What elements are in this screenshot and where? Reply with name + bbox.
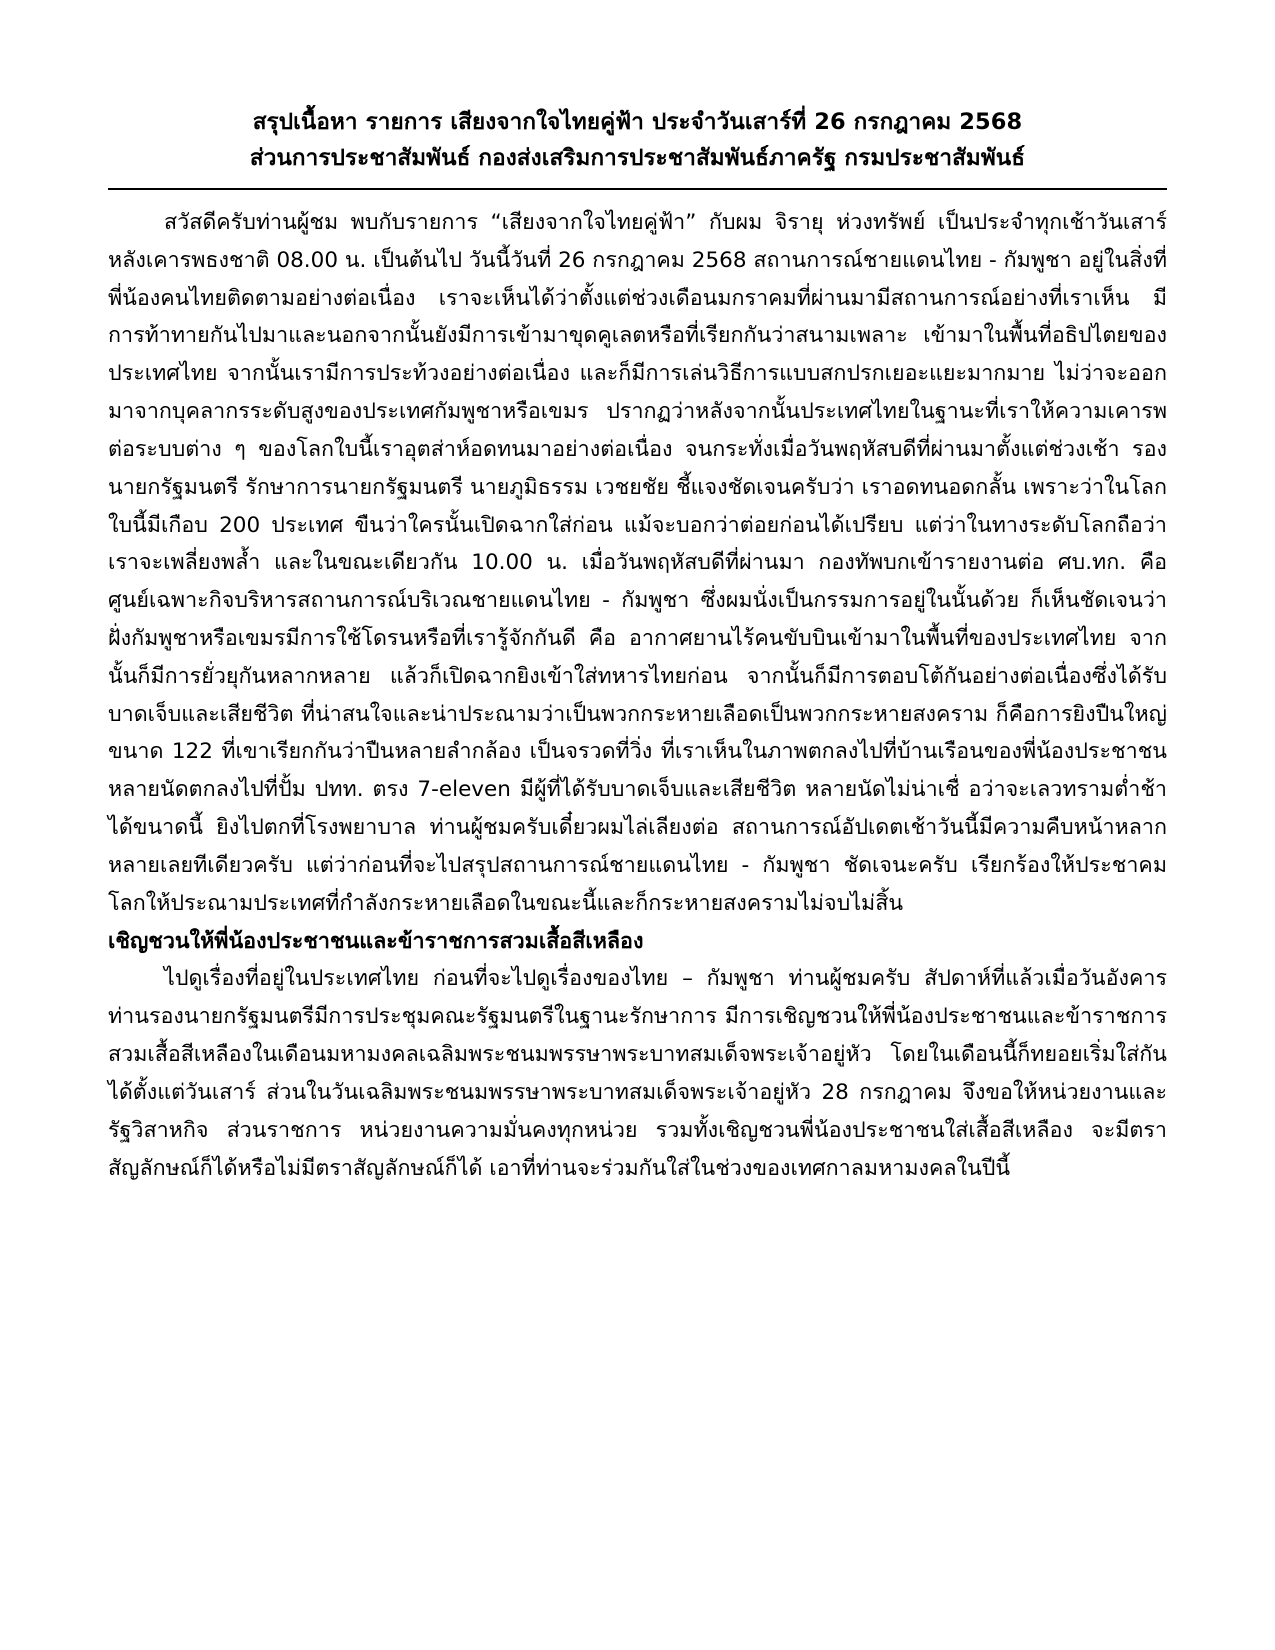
section-heading-yellow-shirt: เชิญชวนให้พี่น้องประชาชนและข้าราชการสวมเสื้อสีเหลือง: [108, 928, 644, 954]
paragraph-yellow-shirt: ไปดูเรื่องที่อยู่ในประเทศไทย ก่อนที่จะไปดูเรื่องของไทย – กัมพูชา ท่านผู้ชมครับ สัปดาห์ที่แล้วเมื่อวันอังคาร ท่านรองนายกรัฐมนตรีมีการประชุมคณะรัฐมนตรีในฐานะรักษาการ มีการเชิญชวนให้พี่น้องประชาชนและข้าราชการสวมเสื้อสีเหลืองในเดือนมหามงคลเฉลิมพระชนมพรรษาพระบาทสมเด็จพระเจ้าอยู่หัว โดยในเดือนนี้ก็ทยอยเริ่มใส่กันได้ตั้งแต่วันเสาร์ ส่วนในวันเฉลิมพระชนมพรรษาพระบาทสมเด็จพระเจ้าอยู่หัว 28 กรกฎาคม จึงขอให้หน่วยงานและรัฐวิสาหกิจ ส่วนราชการ หน่วยงานความมั่นคงทุกหน่วย รวมทั้งเชิญชวนพี่น้องประชาชนใส่เสื้อสีเหลือง จะมีตราสัญลักษณ์ก็ได้หรือไม่มีตราสัญลักษณ์ก็ได้ เอาที่ท่านจะร่วมกันใส่ในช่วงของเทศกาลมหามงคลในปีนี้: [108, 966, 1167, 1181]
document-title-line-2: ส่วนการประชาสัมพันธ์ กองส่งเสริมการประชาสัมพันธ์ภาครัฐ กรมประชาสัมพันธ์: [249, 145, 1026, 172]
document-body: [108, 204, 1167, 1188]
paragraph-intro: สวัสดีครับท่านผู้ชม พบกับรายการ “เสียงจากใจไทยคู่ฟ้า” กับผม จิรายุ ห่วงทรัพย์ เป็นประจำทุกเช้าวันเสาร์ หลังเคารพธงชาติ 08.00 น. เป็นต้นไป วันนี้วันที่ 26 กรกฎาคม 2568 สถานการณ์ชายแดนไทย - กัมพูชา อยู่ในสิ่งที่พี่น้องคนไทยติดตามอย่างต่อเนื่อง เราจะเห็นได้ว่าตั้งแต่ช่วงเดือนมกราคมที่ผ่านมามีสถานการณ์อย่างที่เราเห็น มีการท้าทายกันไปมาและนอกจากนั้นยังมีการเข้ามาขุดคูเลตหรือที่เรียกกันว่าสนามเพลาะ เข้ามาในพื้นที่อธิปไตยของประเทศไทย จากนั้นเรามีการประท้วงอย่างต่อเนื่อง และก็มีการเล่นวิธีการแบบสกปรกเยอะแยะมากมาย ไม่ว่าจะออกมาจากบุคลากรระดับสูงของประเทศกัมพูชาหรือเขมร ปรากฏว่าหลังจากนั้นประเทศไทยในฐานะที่เราให้ความเคารพต่อระบบต่าง ๆ ของโลกใบนี้เราอุตส่าห์อดทนมาอย่างต่อเนื่อง จนกระทั่งเมื่อวันพฤหัสบดีที่ผ่านมาตั้งแต่ช่วงเช้า รองนายกรัฐมนตรี รักษาการนายกรัฐมนตรี นายภูมิธรรม เวชยชัย ชี้แจงชัดเจนครับว่า เราอดทนอดกลั้น เพราะว่าในโลกใบนี้มีเกือบ 200 ประเทศ ขืนว่าใครนั้นเปิดฉากใส่ก่อน แม้จะบอกว่าต่อยก่อนได้เปรียบ แต่ว่าในทางระดับโลกถือว่าเราจะเพลี่ยงพล้ำ และในขณะเดียวกัน 10.00 น. เมื่อวันพฤหัสบดีที่ผ่านมา กองทัพบกเข้ารายงานต่อ ศบ.ทก. คือ ศูนย์เฉพาะกิจบริหารสถานการณ์บริเวณชายแดนไทย - กัมพูชา ซึ่งผมนั่งเป็นกรรมการอยู่ในนั้นด้วย ก็เห็นชัดเจนว่าฝั่งกัมพูชาหรือเขมรมีการใช้โดรนหรือที่เรารู้จักกันดี คือ อากาศยานไร้คนขับบินเข้ามาในพื้นที่ของประเทศไทย จากนั้นก็มีการยั่วยุกันหลากหลาย แล้วก็เปิดฉากยิงเข้าใส่ทหารไทยก่อน จากนั้นก็มีการตอบโต้กันอย่างต่อเนื่องซึ่งได้รับบาดเจ็บและเสียชีวิต ที่น่าสนใจและน่าประณามว่าเป็นพวกกระหายเลือดเป็นพวกกระหายสงคราม ก็คือการยิงปืนใหญ่ขนาด 122 ที่เขาเรียกกันว่าปืนหลายลำกล้อง เป็นจรวดที่วิ่ง ที่เราเห็นในภาพตกลงไปที่บ้านเรือนของพี่น้องประชาชน หลายนัดตกลงไปที่ปั้ม ปทท. ตรง 7-eleven มีผู้ที่ได้รับบาดเจ็บและเสียชีวิต หลายนัดไม่น่าเชื่ อว่าจะเลวทรามต่ำช้าได้ขนาดนี้ ยิงไปตกที่โรงพยาบาล ท่านผู้ชมครับเดี๋ยวผมไล่เลียงต่อ สถานการณ์อัปเดตเช้าวันนี้มีความคืบหน้าหลากหลายเลยทีเดียวครับ แต่ว่าก่อนที่จะไปสรุปสถานการณ์ชายแดนไทย - กัมพูชา ชัดเจนะครับ เรียกร้องให้ประชาคมโลกให้ประณามประเทศที่กำลังกระหายเลือดในขณะนี้และก็กระหายสงครามไม่จบไม่สิ้น: [108, 209, 1167, 916]
document-header: [108, 104, 1167, 177]
document-title-line-1: สรุปเนื้อหา รายการ เสียงจากใจไทยคู่ฟ้า ประจำวันเสาร์ที่ 26 กรกฎาคม 2568: [252, 109, 1023, 135]
header-divider: [108, 188, 1167, 190]
